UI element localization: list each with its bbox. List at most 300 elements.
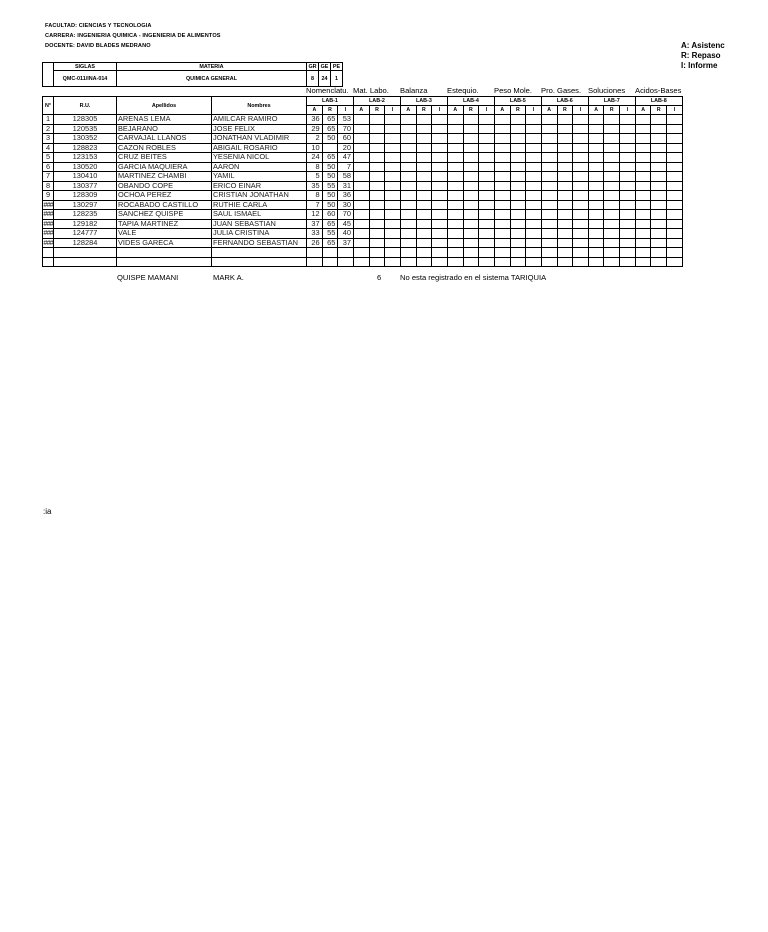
empty-grade-cell bbox=[620, 134, 636, 144]
table-row bbox=[43, 115, 683, 125]
lab-1-i-value: 30 bbox=[338, 200, 354, 210]
empty-grade-cell bbox=[510, 210, 526, 220]
empty-grade-cell bbox=[400, 229, 416, 239]
row-nombres: JOSE FELIX bbox=[212, 124, 307, 134]
table-row bbox=[43, 191, 683, 201]
lab-5-r-header: R bbox=[510, 106, 526, 115]
empty-grade-cell bbox=[369, 143, 385, 153]
empty-grade-cell bbox=[667, 134, 683, 144]
empty-grade-cell bbox=[463, 143, 479, 153]
empty-grade-cell bbox=[651, 181, 667, 191]
empty-grade-cell bbox=[526, 143, 542, 153]
lab-1-i-value: 47 bbox=[338, 153, 354, 163]
empty-grade-cell bbox=[479, 124, 495, 134]
lab-1-a-value: 8 bbox=[307, 191, 323, 201]
empty-cell bbox=[385, 257, 401, 267]
empty-grade-cell bbox=[463, 200, 479, 210]
empty-grade-cell bbox=[635, 238, 651, 248]
empty-grade-cell bbox=[635, 115, 651, 125]
empty-grade-cell bbox=[463, 124, 479, 134]
lab-1-a-value: 24 bbox=[307, 153, 323, 163]
empty-grade-cell bbox=[651, 153, 667, 163]
empty-grade-cell bbox=[573, 200, 589, 210]
empty-row bbox=[43, 257, 683, 267]
empty-cell bbox=[651, 248, 667, 258]
lab-1-i-value: 37 bbox=[338, 238, 354, 248]
empty-grade-cell bbox=[463, 238, 479, 248]
empty-grade-cell bbox=[447, 153, 463, 163]
empty-row bbox=[43, 248, 683, 258]
empty-grade-cell bbox=[635, 210, 651, 220]
empty-grade-cell bbox=[494, 115, 510, 125]
table-row bbox=[43, 200, 683, 210]
empty-grade-cell bbox=[667, 238, 683, 248]
ge-value: 24 bbox=[319, 71, 331, 87]
lab-1-r-value: 65 bbox=[322, 238, 338, 248]
empty-grade-cell bbox=[432, 238, 448, 248]
empty-grade-cell bbox=[604, 134, 620, 144]
empty-grade-cell bbox=[588, 210, 604, 220]
row-ru: 128235 bbox=[54, 210, 117, 220]
empty-grade-cell bbox=[541, 229, 557, 239]
empty-grade-cell bbox=[620, 181, 636, 191]
empty-cell bbox=[322, 248, 338, 258]
empty-cell bbox=[557, 257, 573, 267]
empty-grade-cell bbox=[573, 153, 589, 163]
empty-grade-cell bbox=[541, 162, 557, 172]
empty-grade-cell bbox=[494, 181, 510, 191]
empty-grade-cell bbox=[510, 172, 526, 182]
empty-grade-cell bbox=[447, 143, 463, 153]
empty-grade-cell bbox=[620, 143, 636, 153]
empty-grade-cell bbox=[526, 191, 542, 201]
empty-grade-cell bbox=[667, 162, 683, 172]
table-row bbox=[43, 238, 683, 248]
empty-grade-cell bbox=[369, 153, 385, 163]
info-corner-cell bbox=[43, 63, 54, 87]
empty-grade-cell bbox=[651, 124, 667, 134]
empty-grade-cell bbox=[588, 143, 604, 153]
materia-value: QUIMICA GENERAL bbox=[117, 71, 307, 87]
empty-grade-cell bbox=[651, 162, 667, 172]
grades-table bbox=[42, 96, 683, 267]
empty-cell bbox=[400, 257, 416, 267]
empty-grade-cell bbox=[400, 124, 416, 134]
empty-grade-cell bbox=[432, 219, 448, 229]
lab-1-r-value: 55 bbox=[322, 229, 338, 239]
lab-2-a-header: A bbox=[353, 106, 369, 115]
empty-grade-cell bbox=[432, 191, 448, 201]
empty-grade-cell bbox=[479, 153, 495, 163]
empty-grade-cell bbox=[510, 143, 526, 153]
lab-1-r-value: 50 bbox=[322, 191, 338, 201]
lab-1-a-value: 10 bbox=[307, 143, 323, 153]
empty-grade-cell bbox=[510, 124, 526, 134]
lab-1-r-value: 65 bbox=[322, 153, 338, 163]
empty-grade-cell bbox=[635, 134, 651, 144]
empty-grade-cell bbox=[447, 210, 463, 220]
empty-grade-cell bbox=[588, 181, 604, 191]
empty-grade-cell bbox=[651, 143, 667, 153]
empty-grade-cell bbox=[573, 115, 589, 125]
empty-grade-cell bbox=[667, 219, 683, 229]
empty-grade-cell bbox=[604, 229, 620, 239]
empty-grade-cell bbox=[573, 191, 589, 201]
empty-grade-cell bbox=[667, 181, 683, 191]
row-number: 6 bbox=[43, 162, 54, 172]
empty-grade-cell bbox=[667, 191, 683, 201]
row-nombres: JUAN SEBASTIAN bbox=[212, 219, 307, 229]
empty-grade-cell bbox=[620, 229, 636, 239]
legend-review: R: Repaso bbox=[681, 51, 721, 60]
lab-topic-6: Pro. Gases. bbox=[541, 86, 582, 95]
ru-header: R.U. bbox=[54, 97, 117, 115]
empty-grade-cell bbox=[432, 124, 448, 134]
empty-grade-cell bbox=[635, 143, 651, 153]
empty-cell bbox=[416, 257, 432, 267]
empty-grade-cell bbox=[353, 115, 369, 125]
lab-1-i-header: I bbox=[338, 106, 354, 115]
empty-grade-cell bbox=[479, 143, 495, 153]
empty-grade-cell bbox=[588, 191, 604, 201]
empty-grade-cell bbox=[400, 162, 416, 172]
empty-grade-cell bbox=[651, 134, 667, 144]
lab-topic-5: Peso Mole. bbox=[494, 86, 532, 95]
empty-grade-cell bbox=[432, 200, 448, 210]
table-row bbox=[43, 219, 683, 229]
empty-grade-cell bbox=[432, 210, 448, 220]
empty-grade-cell bbox=[651, 115, 667, 125]
empty-grade-cell bbox=[604, 181, 620, 191]
empty-grade-cell bbox=[385, 143, 401, 153]
empty-cell bbox=[541, 257, 557, 267]
empty-grade-cell bbox=[510, 153, 526, 163]
empty-cell bbox=[307, 248, 323, 258]
lab-topic-7: Soluciones bbox=[588, 86, 626, 95]
empty-grade-cell bbox=[604, 115, 620, 125]
row-ru: 130297 bbox=[54, 200, 117, 210]
lab-header-2: LAB-2 bbox=[353, 97, 400, 106]
empty-grade-cell bbox=[588, 162, 604, 172]
empty-grade-cell bbox=[667, 229, 683, 239]
row-apellidos: GARCIA MAQUIERA bbox=[117, 162, 212, 172]
empty-grade-cell bbox=[651, 172, 667, 182]
empty-grade-cell bbox=[479, 191, 495, 201]
empty-grade-cell bbox=[635, 191, 651, 201]
empty-grade-cell bbox=[463, 181, 479, 191]
empty-grade-cell bbox=[604, 162, 620, 172]
row-number: 3 bbox=[43, 134, 54, 144]
empty-grade-cell bbox=[557, 191, 573, 201]
empty-grade-cell bbox=[526, 181, 542, 191]
row-apellidos: OCHOA PEREZ bbox=[117, 191, 212, 201]
stray-text: :ia bbox=[43, 507, 52, 516]
row-number: 8 bbox=[43, 181, 54, 191]
row-apellidos: CARVAJAL LLANOS bbox=[117, 134, 212, 144]
empty-cell bbox=[588, 248, 604, 258]
lab-1-a-value: 35 bbox=[307, 181, 323, 191]
empty-grade-cell bbox=[416, 143, 432, 153]
empty-grade-cell bbox=[353, 181, 369, 191]
empty-grade-cell bbox=[416, 153, 432, 163]
row-number: 1 bbox=[43, 115, 54, 125]
empty-grade-cell bbox=[541, 219, 557, 229]
lab-5-a-header: A bbox=[494, 106, 510, 115]
siglas-header: SIGLAS bbox=[54, 63, 117, 71]
empty-grade-cell bbox=[635, 200, 651, 210]
empty-grade-cell bbox=[573, 210, 589, 220]
empty-cell bbox=[212, 257, 307, 267]
row-nombres: CRISTIAN JONATHAN bbox=[212, 191, 307, 201]
row-number: 2 bbox=[43, 124, 54, 134]
lab-1-r-header: R bbox=[322, 106, 338, 115]
lab-1-i-value: 58 bbox=[338, 172, 354, 182]
empty-grade-cell bbox=[400, 210, 416, 220]
empty-grade-cell bbox=[651, 210, 667, 220]
lab-8-r-header: R bbox=[651, 106, 667, 115]
empty-grade-cell bbox=[510, 219, 526, 229]
empty-grade-cell bbox=[353, 172, 369, 182]
row-ru: 130352 bbox=[54, 134, 117, 144]
empty-grade-cell bbox=[385, 219, 401, 229]
empty-grade-cell bbox=[416, 115, 432, 125]
empty-grade-cell bbox=[620, 238, 636, 248]
empty-cell bbox=[369, 257, 385, 267]
lab-1-a-value: 5 bbox=[307, 172, 323, 182]
empty-grade-cell bbox=[353, 229, 369, 239]
empty-grade-cell bbox=[353, 134, 369, 144]
row-number: ### bbox=[43, 209, 53, 219]
table-row bbox=[43, 153, 683, 163]
empty-cell bbox=[510, 248, 526, 258]
lab-1-a-value: 26 bbox=[307, 238, 323, 248]
empty-grade-cell bbox=[432, 162, 448, 172]
legend-attendance: A: Asistenc bbox=[681, 41, 725, 50]
row-nombres: ABIGAIL ROSARIO bbox=[212, 143, 307, 153]
empty-grade-cell bbox=[510, 229, 526, 239]
empty-grade-cell bbox=[541, 238, 557, 248]
empty-grade-cell bbox=[447, 162, 463, 172]
lab-1-r-value: 65 bbox=[322, 124, 338, 134]
empty-cell bbox=[604, 248, 620, 258]
lab-header-8: LAB-8 bbox=[635, 97, 682, 106]
empty-grade-cell bbox=[494, 191, 510, 201]
empty-grade-cell bbox=[573, 124, 589, 134]
empty-grade-cell bbox=[416, 200, 432, 210]
empty-grade-cell bbox=[541, 124, 557, 134]
empty-grade-cell bbox=[494, 200, 510, 210]
empty-grade-cell bbox=[526, 229, 542, 239]
empty-grade-cell bbox=[494, 162, 510, 172]
empty-grade-cell bbox=[620, 191, 636, 201]
empty-cell bbox=[463, 248, 479, 258]
empty-grade-cell bbox=[573, 134, 589, 144]
empty-cell bbox=[494, 248, 510, 258]
lab-1-r-value: 50 bbox=[322, 200, 338, 210]
lab-1-i-value: 70 bbox=[338, 210, 354, 220]
empty-cell bbox=[212, 248, 307, 258]
empty-grade-cell bbox=[541, 181, 557, 191]
empty-grade-cell bbox=[541, 115, 557, 125]
lab-topic-8: Acidos-Bases bbox=[635, 86, 682, 95]
empty-grade-cell bbox=[432, 181, 448, 191]
empty-grade-cell bbox=[432, 115, 448, 125]
materia-header: MATERIA bbox=[117, 63, 307, 71]
lab-1-i-value: 20 bbox=[338, 143, 354, 153]
empty-grade-cell bbox=[369, 191, 385, 201]
table-row bbox=[43, 181, 683, 191]
empty-grade-cell bbox=[651, 219, 667, 229]
row-number: ### bbox=[43, 219, 53, 228]
empty-grade-cell bbox=[588, 115, 604, 125]
empty-grade-cell bbox=[573, 143, 589, 153]
empty-grade-cell bbox=[479, 172, 495, 182]
row-number: 5 bbox=[43, 153, 54, 163]
lab-1-r-value: 65 bbox=[322, 115, 338, 125]
empty-cell bbox=[117, 257, 212, 267]
empty-grade-cell bbox=[369, 181, 385, 191]
empty-grade-cell bbox=[510, 191, 526, 201]
empty-grade-cell bbox=[635, 219, 651, 229]
empty-grade-cell bbox=[604, 143, 620, 153]
empty-cell bbox=[54, 248, 117, 258]
apellidos-header: Apellidos bbox=[117, 97, 212, 115]
empty-cell bbox=[400, 248, 416, 258]
lab-1-i-value: 70 bbox=[338, 124, 354, 134]
empty-grade-cell bbox=[369, 210, 385, 220]
empty-cell bbox=[117, 248, 212, 258]
lab-7-r-header: R bbox=[604, 106, 620, 115]
empty-grade-cell bbox=[526, 115, 542, 125]
empty-grade-cell bbox=[526, 162, 542, 172]
empty-grade-cell bbox=[651, 191, 667, 201]
note-apellidos: QUISPE MAMANI bbox=[117, 273, 179, 282]
empty-grade-cell bbox=[369, 172, 385, 182]
empty-cell bbox=[541, 248, 557, 258]
empty-grade-cell bbox=[588, 124, 604, 134]
empty-grade-cell bbox=[385, 200, 401, 210]
empty-grade-cell bbox=[416, 238, 432, 248]
empty-grade-cell bbox=[479, 181, 495, 191]
empty-grade-cell bbox=[385, 191, 401, 201]
empty-grade-cell bbox=[400, 153, 416, 163]
empty-grade-cell bbox=[667, 210, 683, 220]
lab-4-r-header: R bbox=[463, 106, 479, 115]
empty-cell bbox=[494, 257, 510, 267]
note-number: 6 bbox=[377, 273, 382, 282]
lab-header-3: LAB-3 bbox=[400, 97, 447, 106]
empty-grade-cell bbox=[541, 210, 557, 220]
empty-grade-cell bbox=[526, 134, 542, 144]
row-nombres: ERICO EINAR bbox=[212, 181, 307, 191]
row-ru: 130377 bbox=[54, 181, 117, 191]
empty-grade-cell bbox=[573, 229, 589, 239]
empty-grade-cell bbox=[557, 200, 573, 210]
empty-cell bbox=[479, 248, 495, 258]
row-nombres: FERNANDO SEBASTIAN bbox=[212, 238, 307, 248]
empty-grade-cell bbox=[385, 238, 401, 248]
empty-grade-cell bbox=[400, 200, 416, 210]
row-number: 4 bbox=[43, 143, 54, 153]
empty-grade-cell bbox=[463, 162, 479, 172]
row-nombres: AARON bbox=[212, 162, 307, 172]
empty-cell bbox=[604, 257, 620, 267]
lab-1-r-value: 50 bbox=[322, 134, 338, 144]
empty-grade-cell bbox=[667, 124, 683, 134]
empty-grade-cell bbox=[604, 153, 620, 163]
empty-cell bbox=[635, 248, 651, 258]
lab-topic-2: Mat. Labo. bbox=[353, 86, 389, 95]
empty-grade-cell bbox=[494, 172, 510, 182]
empty-grade-cell bbox=[400, 134, 416, 144]
empty-grade-cell bbox=[447, 134, 463, 144]
lab-6-r-header: R bbox=[557, 106, 573, 115]
empty-grade-cell bbox=[463, 229, 479, 239]
lab-topic-3: Balanza bbox=[400, 86, 428, 95]
empty-grade-cell bbox=[385, 210, 401, 220]
empty-grade-cell bbox=[385, 172, 401, 182]
empty-grade-cell bbox=[447, 238, 463, 248]
lab-3-i-header: I bbox=[432, 106, 448, 115]
empty-grade-cell bbox=[494, 229, 510, 239]
empty-grade-cell bbox=[620, 210, 636, 220]
empty-grade-cell bbox=[557, 229, 573, 239]
row-ru: 124777 bbox=[54, 229, 117, 239]
empty-cell bbox=[353, 257, 369, 267]
row-ru: 130520 bbox=[54, 162, 117, 172]
empty-cell bbox=[510, 257, 526, 267]
empty-grade-cell bbox=[432, 229, 448, 239]
row-nombres: SAUL ISMAEL bbox=[212, 210, 307, 220]
empty-grade-cell bbox=[557, 210, 573, 220]
empty-grade-cell bbox=[604, 124, 620, 134]
row-nombres: YAMIL bbox=[212, 172, 307, 182]
empty-grade-cell bbox=[369, 115, 385, 125]
empty-grade-cell bbox=[369, 238, 385, 248]
empty-grade-cell bbox=[416, 219, 432, 229]
empty-grade-cell bbox=[400, 115, 416, 125]
row-ru: 128309 bbox=[54, 191, 117, 201]
empty-grade-cell bbox=[400, 219, 416, 229]
empty-cell bbox=[635, 257, 651, 267]
empty-grade-cell bbox=[667, 153, 683, 163]
note-nombres: MARK A. bbox=[213, 273, 244, 282]
lab-1-i-value: 36 bbox=[338, 191, 354, 201]
empty-grade-cell bbox=[479, 238, 495, 248]
lab-7-a-header: A bbox=[588, 106, 604, 115]
empty-grade-cell bbox=[635, 162, 651, 172]
lab-1-i-value: 40 bbox=[338, 229, 354, 239]
empty-cell bbox=[43, 257, 54, 267]
empty-cell bbox=[526, 248, 542, 258]
table-row bbox=[43, 162, 683, 172]
lab-1-a-value: 12 bbox=[307, 210, 323, 220]
lab-1-a-value: 7 bbox=[307, 200, 323, 210]
row-ru: 128823 bbox=[54, 143, 117, 153]
empty-grade-cell bbox=[510, 162, 526, 172]
row-apellidos: OBANDO COPE bbox=[117, 181, 212, 191]
empty-cell bbox=[573, 257, 589, 267]
empty-grade-cell bbox=[463, 134, 479, 144]
empty-cell bbox=[667, 248, 683, 258]
empty-grade-cell bbox=[541, 191, 557, 201]
empty-grade-cell bbox=[604, 219, 620, 229]
lab-1-i-value: 60 bbox=[338, 134, 354, 144]
empty-grade-cell bbox=[526, 172, 542, 182]
empty-grade-cell bbox=[369, 124, 385, 134]
teacher-label: DOCENTE: DAVID BLADES MEDRANO bbox=[45, 43, 151, 49]
empty-grade-cell bbox=[400, 181, 416, 191]
